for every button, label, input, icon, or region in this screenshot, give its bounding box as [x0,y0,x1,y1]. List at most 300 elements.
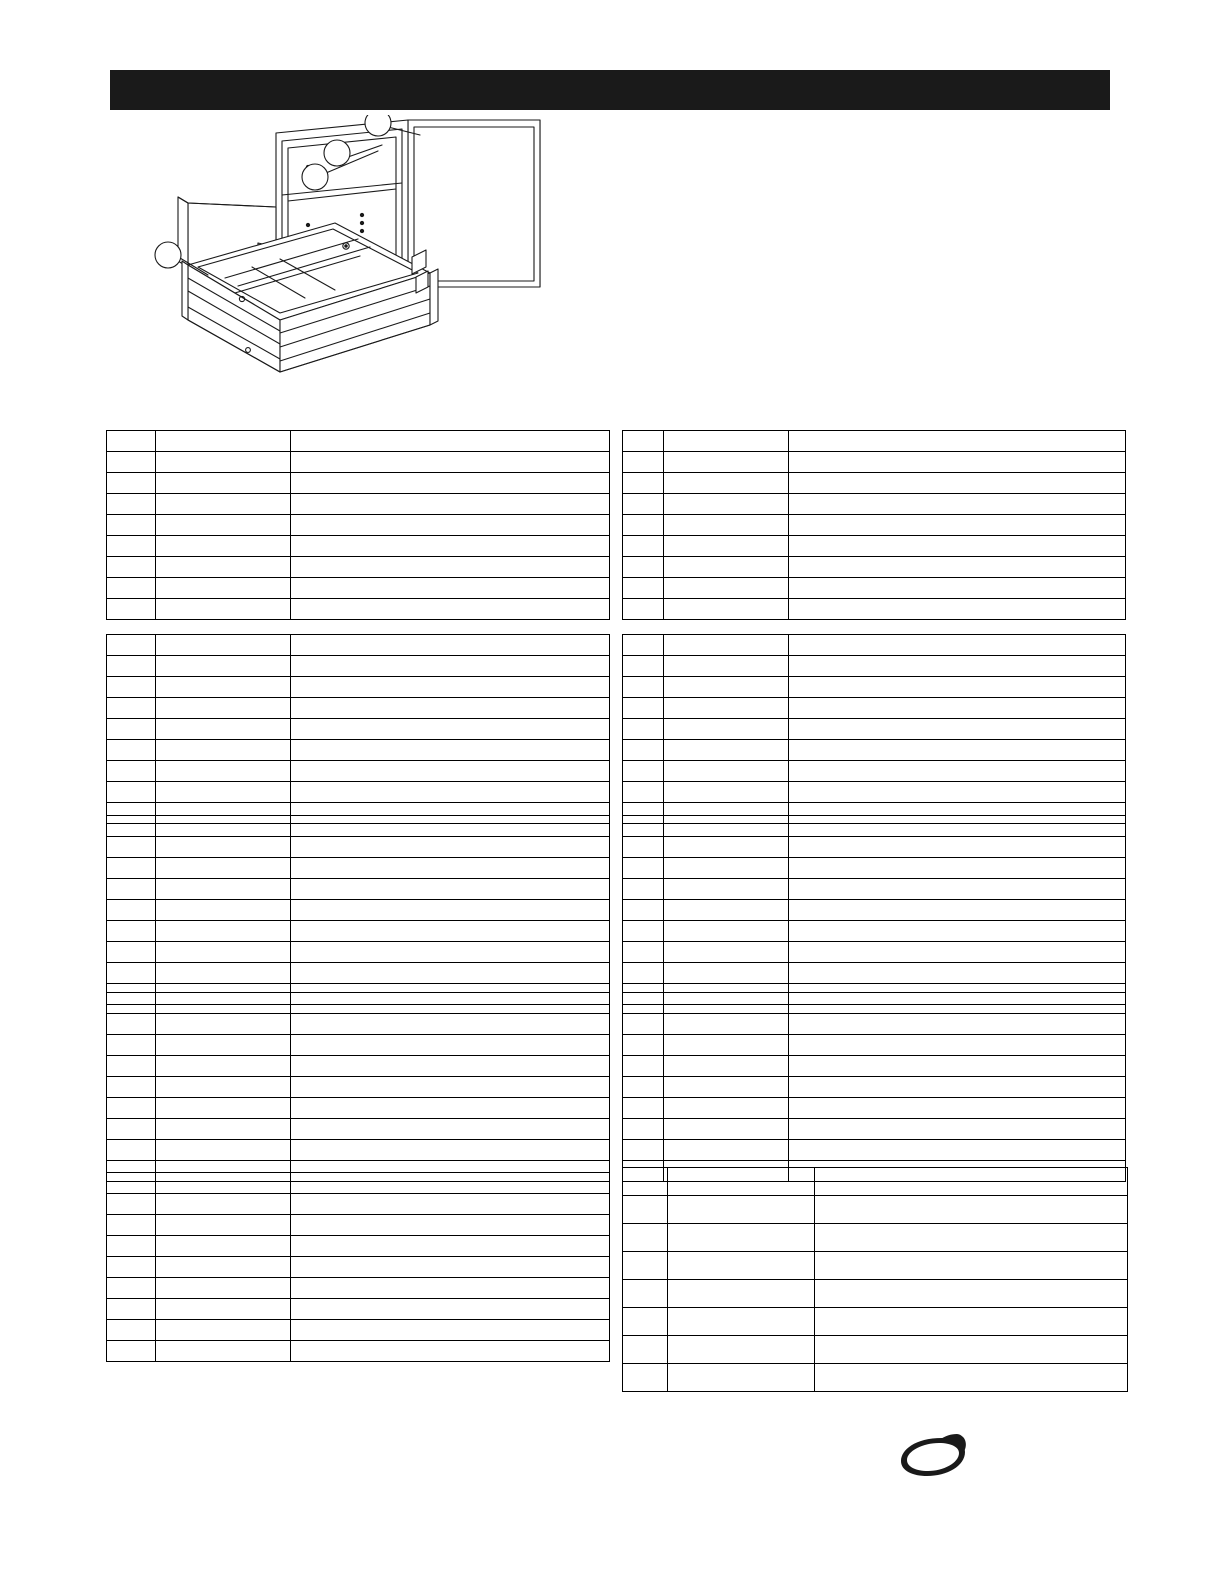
item-number-cell [107,837,156,858]
description-cell [291,515,610,536]
table-row [623,1336,1128,1364]
description-cell [291,656,610,677]
item-number-cell [107,1215,156,1236]
column-header [789,816,1126,837]
column-header [668,1168,815,1196]
description-cell [291,557,610,578]
table-row [623,599,1126,620]
description-cell [789,1056,1126,1077]
item-number-cell [107,1194,156,1215]
table-row [107,921,610,942]
table-row [623,698,1126,719]
table-row [107,1035,610,1056]
item-number-cell [107,599,156,620]
item-number-cell [623,1336,668,1364]
part-number-cell [156,536,291,557]
item-number-cell [107,677,156,698]
item-number-cell [623,900,664,921]
description-cell [815,1336,1128,1364]
item-number-cell [623,1252,668,1280]
column-header [664,431,789,452]
table-row [623,1077,1126,1098]
description-cell [291,1035,610,1056]
column-header [107,816,156,837]
table-row [107,1257,610,1278]
table-row [623,1119,1126,1140]
part-number-cell [664,1140,789,1161]
item-number-cell [623,494,664,515]
item-number-cell [623,1098,664,1119]
part-number-cell [156,858,291,879]
item-number-cell [623,1280,668,1308]
item-number-cell [623,698,664,719]
item-number-cell [623,452,664,473]
part-number-cell [664,1119,789,1140]
table-row [623,1364,1128,1392]
table-header-row [623,635,1126,656]
description-cell [291,858,610,879]
part-number-cell [156,1056,291,1077]
description-cell [291,879,610,900]
description-cell [789,782,1126,803]
item-number-cell [107,740,156,761]
description-cell [789,740,1126,761]
description-cell [789,557,1126,578]
item-number-cell [107,900,156,921]
table-row [623,719,1126,740]
part-number-cell [156,1236,291,1257]
column-header [623,993,664,1014]
item-number-cell [623,963,664,984]
column-header [156,993,291,1014]
table-row [623,1280,1128,1308]
item-number-cell [107,921,156,942]
description-cell [789,837,1126,858]
item-number-cell [623,1056,664,1077]
description-cell [789,494,1126,515]
table-row [623,494,1126,515]
item-number-cell [623,677,664,698]
item-number-cell [107,494,156,515]
table-row [107,719,610,740]
part-number-cell [156,1077,291,1098]
description-cell [789,536,1126,557]
parts-table [622,634,1126,824]
column-header [291,816,610,837]
item-number-cell [623,515,664,536]
column-header [623,635,664,656]
column-header [789,993,1126,1014]
description-cell [291,677,610,698]
parts-table [106,992,610,1182]
table-row [623,473,1126,494]
part-number-cell [156,677,291,698]
part-number-cell [664,677,789,698]
part-number-cell [668,1280,815,1308]
description-cell [291,1320,610,1341]
item-number-cell [623,858,664,879]
parts-table [106,634,610,824]
item-number-cell [107,656,156,677]
table-row [107,963,610,984]
description-cell [789,858,1126,879]
table-row [107,942,610,963]
part-number-cell [156,698,291,719]
table-row [623,452,1126,473]
table-row [623,900,1126,921]
table-header-row [107,431,610,452]
table-row [107,452,610,473]
description-cell [815,1252,1128,1280]
description-cell [291,761,610,782]
description-cell [789,698,1126,719]
item-number-cell [107,942,156,963]
part-number-cell [156,1098,291,1119]
part-number-cell [664,1077,789,1098]
item-number-cell [107,1077,156,1098]
part-number-cell [156,656,291,677]
part-number-cell [664,782,789,803]
description-cell [789,473,1126,494]
callout-bubble-4 [155,242,181,268]
item-number-cell [107,879,156,900]
part-number-cell [156,1278,291,1299]
column-header [107,431,156,452]
part-number-cell [156,557,291,578]
description-cell [789,452,1126,473]
table-row [623,557,1126,578]
parts-table [106,815,610,1005]
table-row [107,1056,610,1077]
part-number-cell [664,557,789,578]
table-row [107,1014,610,1035]
item-number-cell [623,1119,664,1140]
column-header [789,635,1126,656]
part-number-cell [664,1035,789,1056]
table-row [623,1140,1126,1161]
description-cell [291,452,610,473]
table-row [107,1077,610,1098]
parts-table [622,1167,1128,1392]
description-cell [291,1236,610,1257]
description-cell [291,698,610,719]
item-number-cell [107,1119,156,1140]
description-cell [291,1098,610,1119]
part-number-cell [156,837,291,858]
part-number-cell [664,942,789,963]
part-number-cell [664,963,789,984]
item-number-cell [623,1224,668,1252]
table-row [107,599,610,620]
part-number-cell [156,1215,291,1236]
part-number-cell [664,494,789,515]
part-number-cell [156,452,291,473]
table-row [623,1224,1128,1252]
description-cell [789,761,1126,782]
item-number-cell [107,515,156,536]
part-number-cell [664,578,789,599]
part-number-cell [156,578,291,599]
part-number-cell [668,1196,815,1224]
table-row [107,1320,610,1341]
part-number-cell [156,761,291,782]
table-row [107,1098,610,1119]
table-row [107,578,610,599]
part-number-cell [668,1252,815,1280]
table-row [107,879,610,900]
description-cell [815,1364,1128,1392]
item-number-cell [623,1364,668,1392]
part-number-cell [156,515,291,536]
description-cell [789,942,1126,963]
part-number-cell [664,515,789,536]
callout-bubble-3 [302,164,328,190]
description-cell [789,963,1126,984]
page-header-bar [110,70,1110,110]
part-number-cell [664,452,789,473]
description-cell [789,1077,1126,1098]
description-cell [789,879,1126,900]
part-number-cell [664,921,789,942]
footer-logo [895,1430,975,1480]
table-header-row [623,816,1126,837]
part-number-cell [156,963,291,984]
column-header [156,635,291,656]
item-number-cell [623,656,664,677]
table-row [623,1056,1126,1077]
item-number-cell [623,879,664,900]
description-cell [291,963,610,984]
description-cell [291,740,610,761]
description-cell [815,1196,1128,1224]
part-number-cell [664,761,789,782]
table-row [107,761,610,782]
item-number-cell [623,1196,668,1224]
part-number-cell [664,879,789,900]
description-cell [789,1098,1126,1119]
part-number-cell [668,1224,815,1252]
part-number-cell [668,1336,815,1364]
item-number-cell [623,740,664,761]
table-row [107,1194,610,1215]
part-number-cell [156,782,291,803]
part-number-cell [664,900,789,921]
table-header-row [107,635,610,656]
description-cell [291,942,610,963]
item-number-cell [107,761,156,782]
item-number-cell [107,698,156,719]
table-row [107,858,610,879]
item-number-cell [623,473,664,494]
item-number-cell [107,1278,156,1299]
table-row [107,698,610,719]
parts-table [106,430,610,620]
part-number-cell [156,879,291,900]
description-cell [789,1119,1126,1140]
table-row [107,536,610,557]
table-row [623,515,1126,536]
item-number-cell [623,599,664,620]
item-number-cell [107,782,156,803]
table-row [107,782,610,803]
table-row [107,656,610,677]
item-number-cell [107,1257,156,1278]
table-header-row [107,993,610,1014]
table-row [107,900,610,921]
item-number-cell [623,1035,664,1056]
item-number-cell [107,1014,156,1035]
column-header [664,816,789,837]
description-cell [291,536,610,557]
part-number-cell [664,656,789,677]
column-header [623,1168,668,1196]
table-row [623,921,1126,942]
description-cell [291,599,610,620]
part-number-cell [664,837,789,858]
callout-bubble-2 [324,140,350,166]
description-cell [789,1140,1126,1161]
part-number-cell [664,473,789,494]
column-header [107,635,156,656]
part-number-cell [664,1056,789,1077]
item-number-cell [107,452,156,473]
part-number-cell [664,719,789,740]
table-row [107,1140,610,1161]
description-cell [789,1035,1126,1056]
callout-bubble-1 [365,115,391,136]
table-row [623,963,1126,984]
table-row [107,677,610,698]
part-number-cell [156,1320,291,1341]
description-cell [291,1341,610,1362]
item-number-cell [623,578,664,599]
column-header [815,1168,1128,1196]
table-header-row [623,431,1126,452]
item-number-cell [623,1077,664,1098]
description-cell [815,1224,1128,1252]
table-row [107,1236,610,1257]
table-row [623,761,1126,782]
column-header [623,431,664,452]
description-cell [789,921,1126,942]
item-number-cell [107,1098,156,1119]
part-number-cell [664,1098,789,1119]
item-number-cell [107,536,156,557]
part-number-cell [156,1194,291,1215]
item-number-cell [623,942,664,963]
part-number-cell [664,858,789,879]
table-row [107,1119,610,1140]
part-number-cell [668,1308,815,1336]
table-row [623,942,1126,963]
table-row [107,1278,610,1299]
description-cell [291,578,610,599]
item-number-cell [107,578,156,599]
table-row [623,782,1126,803]
table-row [107,515,610,536]
description-cell [291,1194,610,1215]
column-header [291,635,610,656]
part-number-cell [156,599,291,620]
description-cell [789,1014,1126,1035]
part-number-cell [156,942,291,963]
part-number-cell [664,1014,789,1035]
description-cell [789,900,1126,921]
exploded-assembly-diagram [130,115,580,415]
item-number-cell [623,782,664,803]
description-cell [789,677,1126,698]
part-number-cell [664,740,789,761]
description-cell [789,515,1126,536]
table-row [623,1252,1128,1280]
table-header-row [107,1173,610,1194]
column-header [623,816,664,837]
part-number-cell [156,740,291,761]
description-cell [291,1257,610,1278]
column-header [107,1173,156,1194]
table-row [623,858,1126,879]
column-header [156,816,291,837]
item-number-cell [623,557,664,578]
description-cell [291,1119,610,1140]
item-number-cell [623,536,664,557]
item-number-cell [623,1308,668,1336]
column-header [291,431,610,452]
item-number-cell [107,473,156,494]
item-number-cell [107,963,156,984]
item-number-cell [107,858,156,879]
column-header [156,1173,291,1194]
item-number-cell [107,1320,156,1341]
item-number-cell [623,719,664,740]
description-cell [291,921,610,942]
table-row [107,557,610,578]
item-number-cell [623,1140,664,1161]
item-number-cell [107,1056,156,1077]
item-number-cell [107,557,156,578]
part-number-cell [156,1014,291,1035]
part-number-cell [156,900,291,921]
part-number-cell [156,1140,291,1161]
table-row [623,837,1126,858]
table-row [623,1098,1126,1119]
item-number-cell [107,1299,156,1320]
table-row [623,578,1126,599]
description-cell [815,1280,1128,1308]
part-number-cell [668,1364,815,1392]
item-number-cell [107,719,156,740]
description-cell [789,599,1126,620]
item-number-cell [623,921,664,942]
diagram-back-panel [408,120,540,287]
part-number-cell [156,494,291,515]
item-number-cell [623,761,664,782]
description-cell [291,837,610,858]
column-header [156,431,291,452]
table-row [623,536,1126,557]
table-header-row [623,1168,1128,1196]
table-row [623,1196,1128,1224]
table-row [107,473,610,494]
part-number-cell [156,1299,291,1320]
column-header [789,431,1126,452]
part-number-cell [156,1119,291,1140]
table-row [107,1341,610,1362]
column-header [291,993,610,1014]
part-number-cell [156,1341,291,1362]
table-row [623,1308,1128,1336]
part-number-cell [156,1257,291,1278]
